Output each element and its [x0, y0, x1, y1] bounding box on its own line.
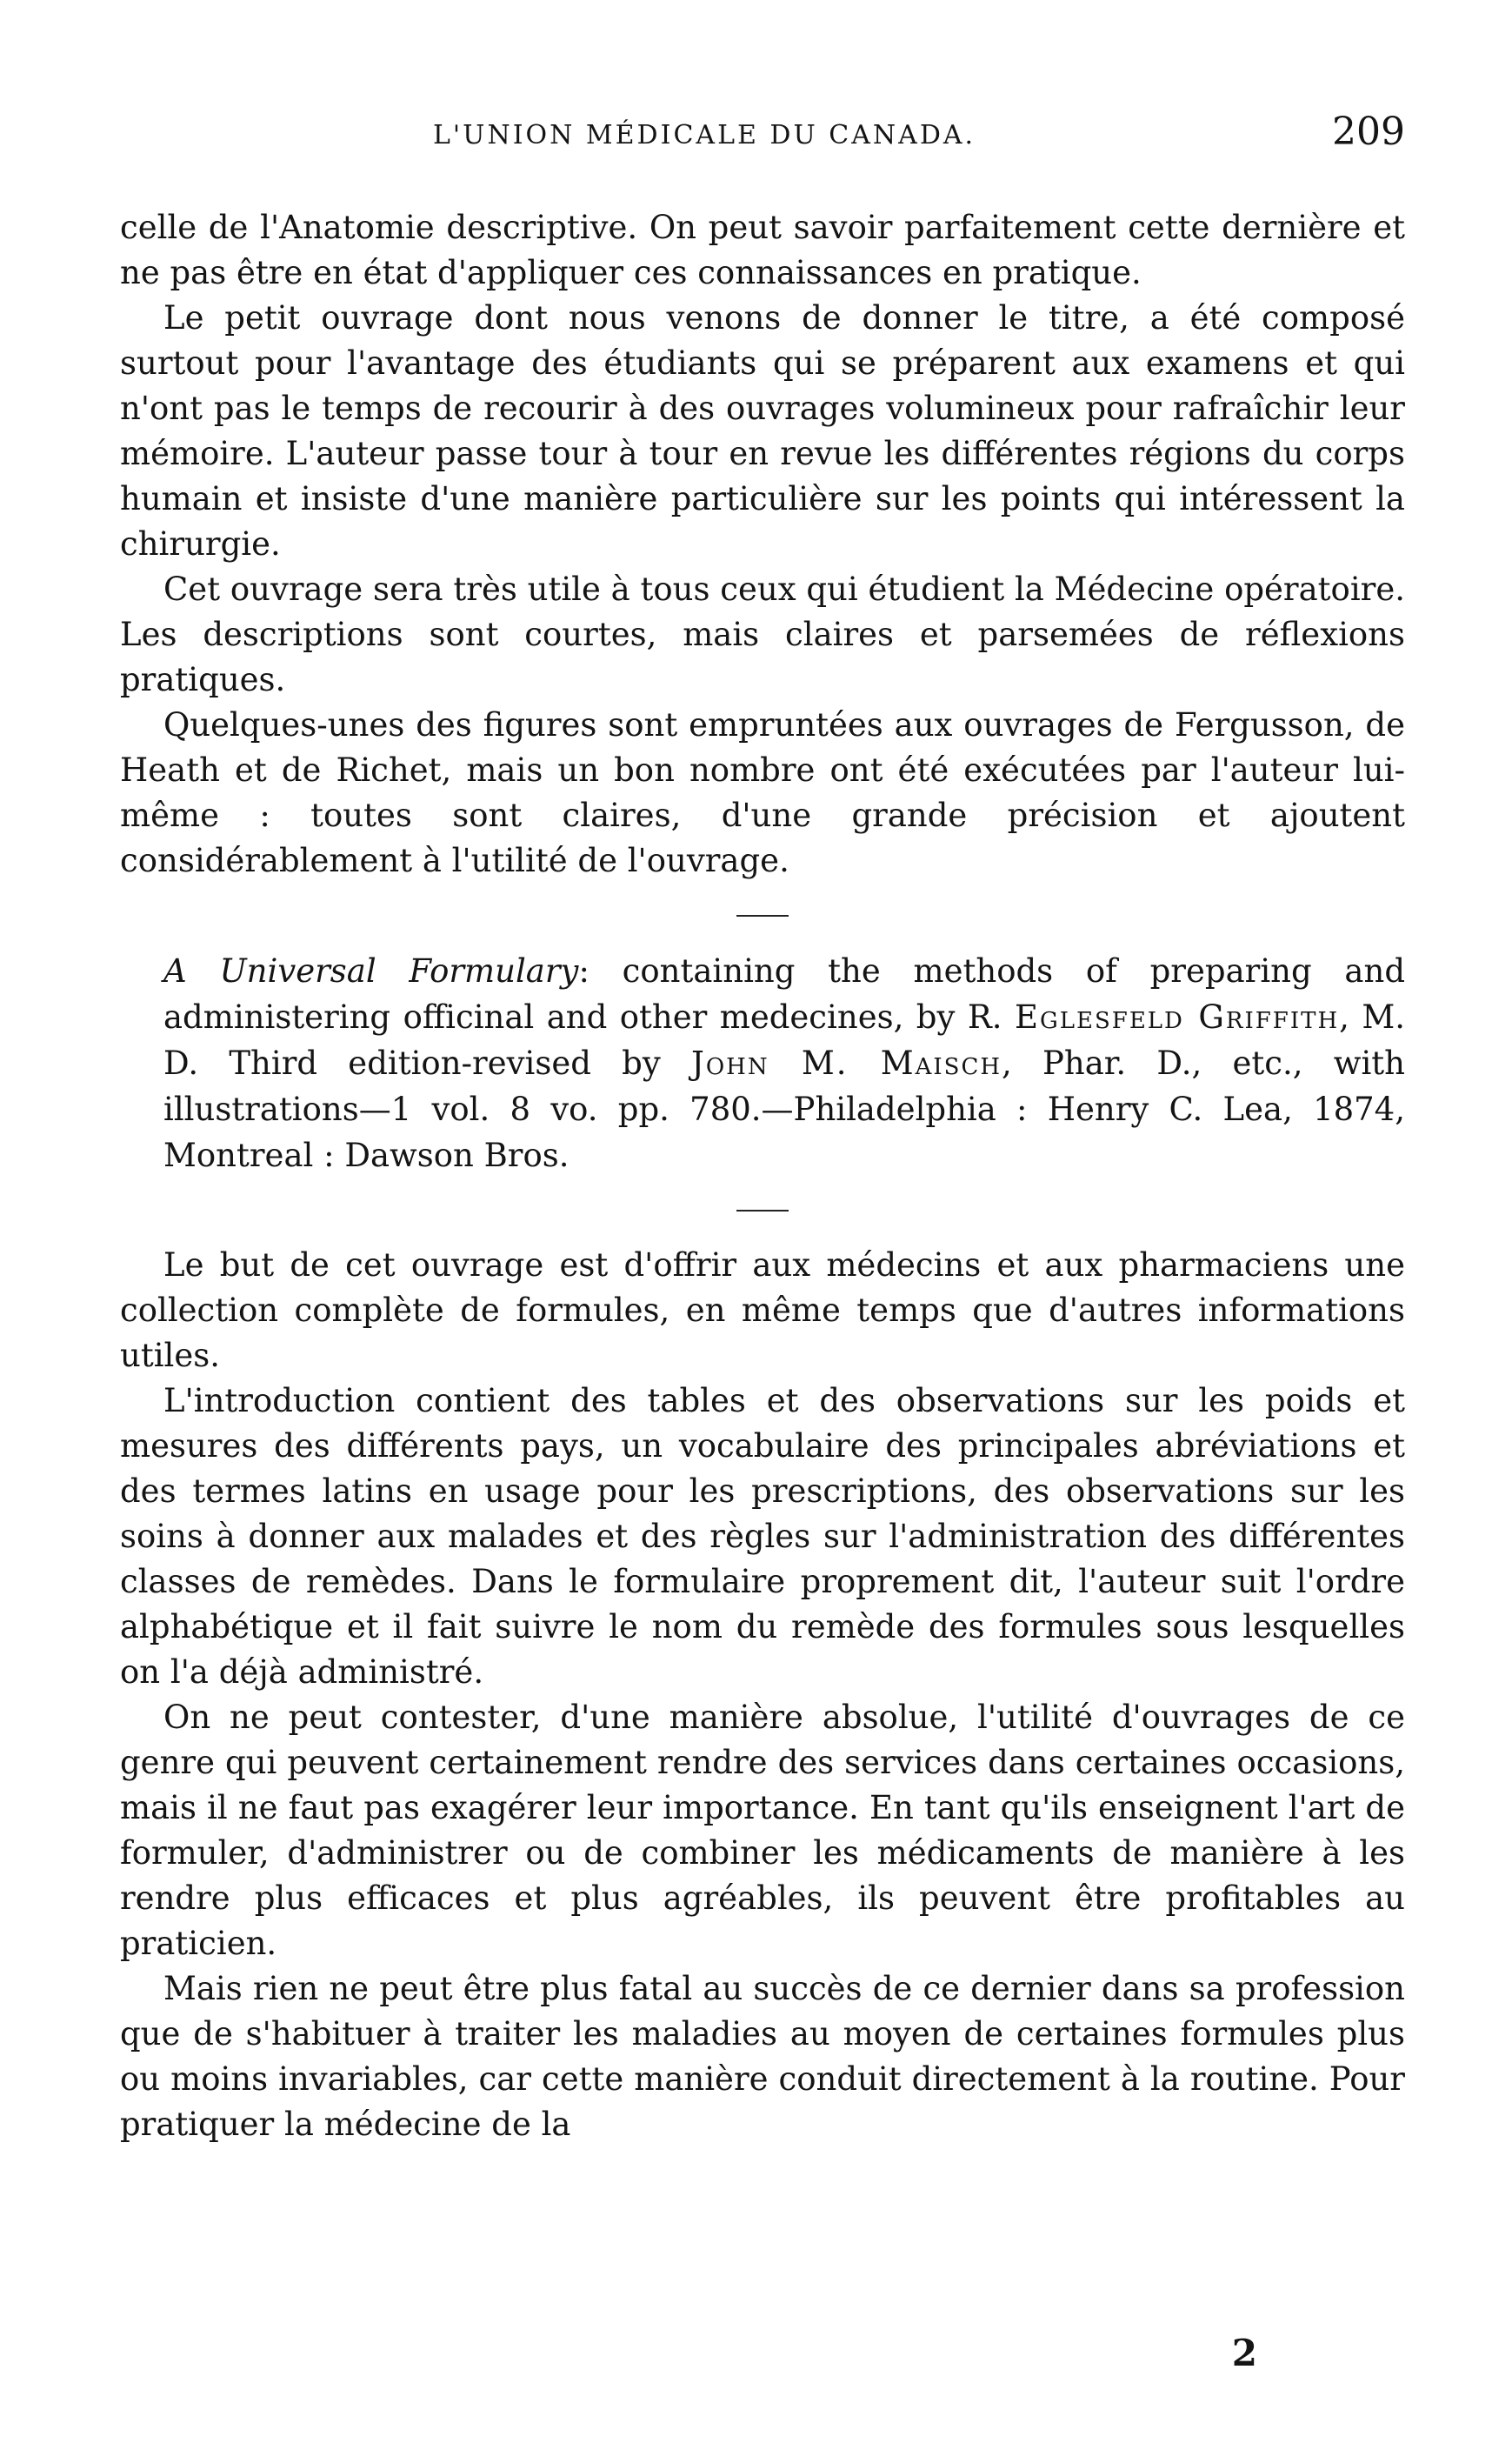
paragraph: L'introduction contient des tables et des observations sur les poids et mesures des différents pays, un vocabulaire des principales abréviations et des termes latins en usage pour les prescriptions, des observations sur les soins à donner aux malades et des règles sur l'administration des différentes classes de remèdes. Dans le formulaire proprement dit, l'auteur suit l'ordre alphabétique et il fait suivre le nom du remède des formules sous lesquelles on l'a déjà administré. [120, 1382, 1405, 1691]
citation-text: : containing the methods of preparing and administering officinal and other medecines, by R. [163, 952, 1405, 1036]
paragraph: Cet ouvrage sera très utile à tous ceux qui étudient la Médecine opératoire. Les descriptions sont courtes, mais claires et parsemées de réflexions pratiques. [120, 571, 1405, 698]
page-number: 209 [1332, 110, 1405, 154]
paragraph: Quelques-unes des figures sont empruntées aux ouvrages de Fergusson, de Heath et de Richet, mais un bon nombre ont été exécutées par l'auteur lui-même : toutes sont claires, d'une grande précision et ajoutent considérablement à l'utilité de l'ouvrage. [120, 706, 1405, 879]
page [120, 103, 1405, 2381]
citation-text: , Phar. D., etc., with illustrations—1 vol. 8 vo. pp. 780.—Philadelphia : Henry C. Lea, 1874, Montreal : Dawson Bros. [163, 1045, 1405, 1174]
running-title: L'UNION MÉDICALE DU CANADA. [433, 120, 976, 150]
paragraph: Le but de cet ouvrage est d'offrir aux médecins et aux pharmaciens une collection complète de formules, en même temps que d'autres informations utiles. [120, 1246, 1405, 1374]
paragraph: On ne peut contester, d'une manière absolue, l'utilité d'ouvrages de ce genre qui peuvent certainement rendre des services dans certaines occasions, mais il ne faut pas exagérer leur importance. En tant qu'ils enseignent l'art de formuler, d'administrer ou de combiner les médicaments de manière à les rendre plus efficaces et plus agréables, ils peuvent être profitables au praticien. [120, 1699, 1405, 1962]
page-header [120, 103, 1405, 164]
section-divider [736, 1210, 789, 1211]
book-title: A Universal Formulary [163, 952, 579, 990]
author-name: Eglesfeld Griffith [1014, 998, 1340, 1036]
book-citation [120, 948, 1405, 1178]
signature-mark: 2 [1231, 2332, 1257, 2374]
author-name: John M. Maisch [691, 1045, 1002, 1082]
paragraph: celle de l'Anatomie descriptive. On peut savoir parfaitement cette dernière et ne pas être en état d'appliquer ces connaissances en pratique. [120, 209, 1405, 291]
body-text [120, 205, 1405, 2147]
paragraph: Le petit ouvrage dont nous venons de donner le titre, a été composé surtout pour l'avantage des étudiants qui se préparent aux examens et qui n'ont pas le temps de recourir à des ouvrages volumineux pour rafraîchir leur mémoire. L'auteur passe tour à tour en revue les différentes régions du corps humain et insiste d'une manière particulière sur les points qui intéressent la chirurgie. [120, 299, 1405, 563]
section-divider [736, 915, 789, 917]
citation-text: , M. D. Third edition-revised by [163, 998, 1406, 1082]
paragraph: Mais rien ne peut être plus fatal au succès de ce dernier dans sa profession que de s'habituer à traiter les maladies au moyen de certaines formules plus ou moins invariables, car cette manière conduit directement à la routine. Pour pratiquer la médecine de la [120, 1970, 1405, 2143]
